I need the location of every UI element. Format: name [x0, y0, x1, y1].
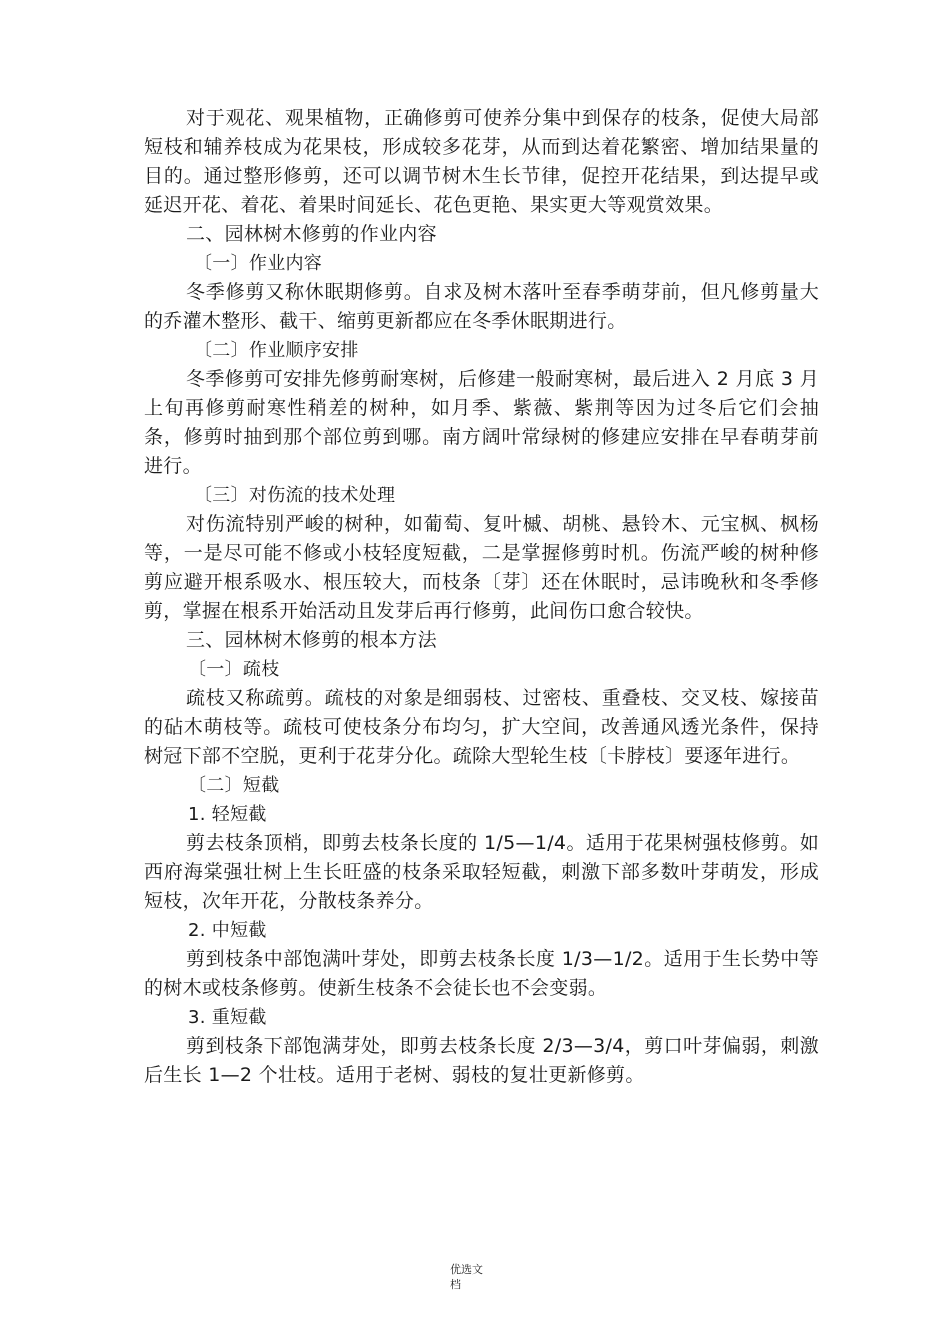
paragraph-work-order: 冬季修剪可安排先修剪耐寒树，后修建一般耐寒树，最后进入 2 月底 3 月上旬再修剪耐寒性稍差的树种，如月季、紫薇、紫荆等因为过冬后它们会抽条，修剪时抽到那个部位剪到哪。南方阔叶常绿树的修建应安排在早春萌芽前进行。 — [144, 368, 819, 477]
subsection-heading-bleeding: 〔三〕对伤流的技术处理 — [194, 485, 396, 506]
item-heading-heavy: 3. 重短截 — [188, 1007, 267, 1028]
subsection-heading-heading-back: 〔二〕短截 — [188, 775, 280, 796]
paragraph-winter-pruning: 冬季修剪又称休眠期修剪。自求及树木落叶至春季萌芽前，但凡修剪量大的乔灌木整形、截干、缩剪更新都应在冬季休眠期进行。 — [144, 281, 819, 332]
item-heading-light: 1. 轻短截 — [188, 804, 267, 825]
section-heading-3: 三、园林树木修剪的根本方法 — [186, 629, 437, 651]
subsection-heading-work-content: 〔一〕作业内容 — [194, 253, 323, 274]
subsection-heading-thinning: 〔一〕疏枝 — [188, 659, 280, 680]
paragraph-medium: 剪到枝条中部饱满叶芽处，即剪去枝条长度 1/3—1/2。适用于生长势中等的树木或枝条修剪。使新生枝条不会徒长也不会变弱。 — [144, 948, 819, 999]
paragraph-bleeding: 对伤流特别严峻的树种，如葡萄、复叶槭、胡桃、悬铃木、元宝枫、枫杨等，一是尽可能不修或小枝轻度短截，二是掌握修剪时机。伤流严峻的树种修剪应避开根系吸水、根压较大，而枝条〔芽〕还在休眠时，忌讳晚秋和冬季修剪，掌握在根系开始活动且发芽后再行修剪，此间伤口愈合较快。 — [144, 513, 819, 622]
paragraph-light: 剪去枝条顶梢，即剪去枝条长度的 1/5—1/4。适用于花果树强枝修剪。如西府海棠强壮树上生长旺盛的枝条采取轻短截，刺激下部多数叶芽萌发，形成短枝，次年开花，分散枝条养分。 — [144, 832, 819, 912]
paragraph-intro: 对于观花、观果植物，正确修剪可使养分集中到保存的枝条，促使大局部短枝和辅养枝成为花果枝，形成较多花芽，从而到达着花繁密、增加结果量的目的。通过整形修剪，还可以调节树木生长节律，促控开花结果，到达提早或延迟开花、着花、着果时间延长、花色更艳、果实更大等观赏效果。 — [144, 107, 819, 216]
footer-line-1: 优选文 — [450, 1263, 483, 1276]
paragraph-heavy: 剪到枝条下部饱满芽处，即剪去枝条长度 2/3—3/4，剪口叶芽偏弱，刺激后生长 1—2 个壮枝。适用于老树、弱枝的复壮更新修剪。 — [144, 1035, 819, 1086]
page-footer — [450, 1262, 500, 1292]
section-heading-2: 二、园林树木修剪的作业内容 — [186, 223, 437, 245]
footer-line-2: 档 — [450, 1278, 461, 1291]
item-heading-medium: 2. 中短截 — [188, 920, 267, 941]
subsection-heading-work-order: 〔二〕作业顺序安排 — [194, 340, 359, 361]
document-body — [144, 104, 819, 1090]
paragraph-thinning: 疏枝又称疏剪。疏枝的对象是细弱枝、过密枝、重叠枝、交叉枝、嫁接苗的砧木萌枝等。疏枝可使枝条分布均匀，扩大空间，改善通风透光条件，保持树冠下部不空脱，更利于花芽分化。疏除大型轮生枝〔卡脖枝〕要逐年进行。 — [144, 687, 819, 767]
